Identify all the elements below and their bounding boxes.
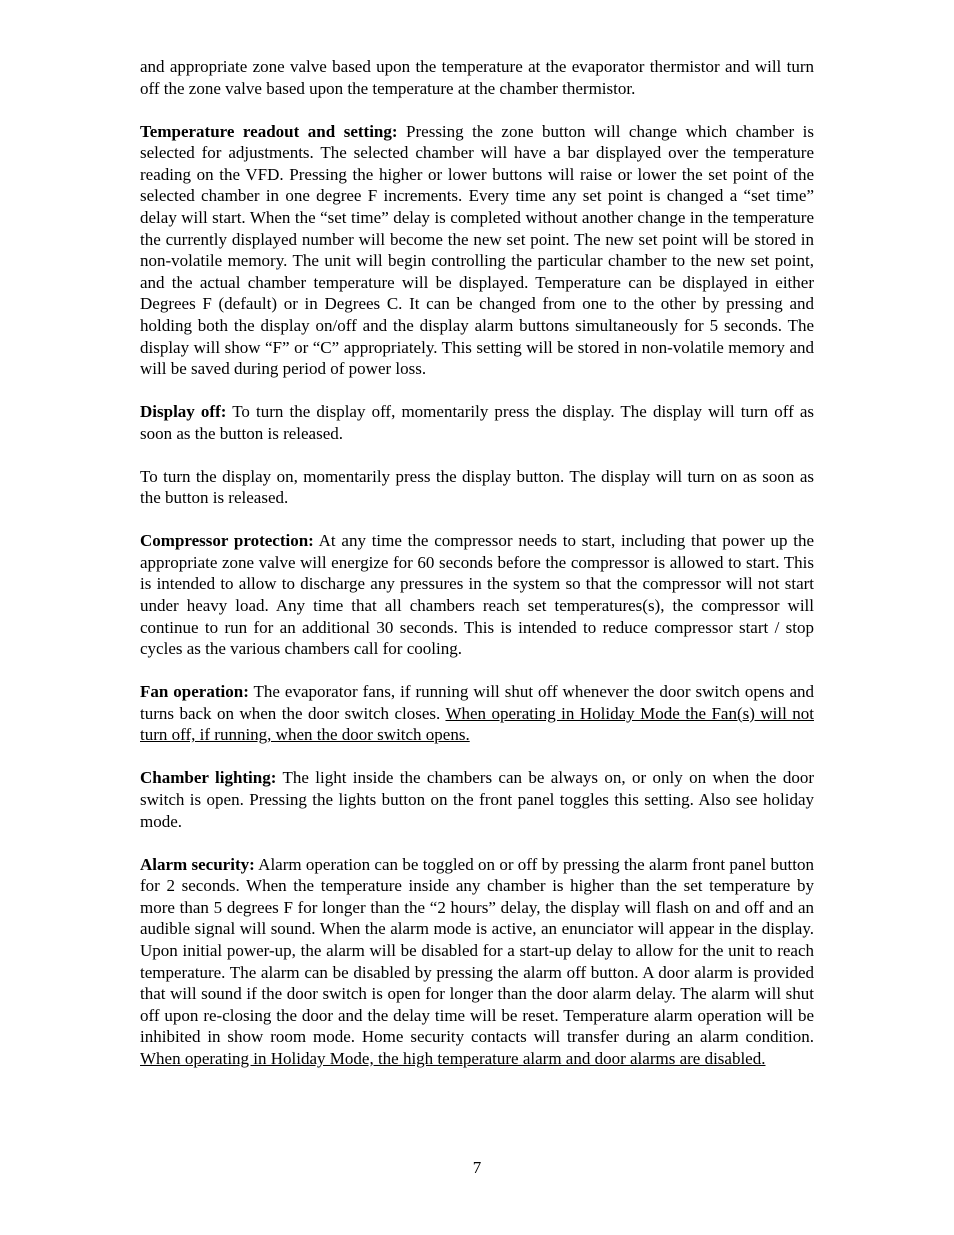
fan-operation-holiday-note: When operating in Holiday Mode the Fan(s) will not turn off, if running, when the door switch opens.: [140, 703, 814, 745]
chamber-lighting-heading: Chamber lighting:: [140, 768, 277, 788]
fan-operation-heading: Fan operation:: [140, 682, 249, 702]
chamber-lighting-paragraph: [140, 767, 814, 832]
temperature-readout-text: Pressing the zone button will change which chamber is selected for adjustments. The selected chamber will have a bar displayed over the temperature reading on the VFD. Pressing the higher or lower buttons will raise or lower the set point of the selected chamber in one degree F increments. Every time any set point is changed a “set time” delay will start. When the “set time” delay is completed without another change in the temperature the currently displayed number will become the new set point. The new set point will be stored in non-volatile memory. The unit will begin controlling the particular chamber to the new set point, and the actual chamber temperature will be displayed. Temperature can be displayed in either Degrees F (default) or in Degrees C. It can be changed from one to the other by pressing and holding both the display on/off and the display alarm buttons simultaneously for 5 seconds. The display will show “F” or “C” appropriately. This setting will be stored in non-volatile memory and will be saved during period of power loss.: [140, 121, 814, 379]
alarm-security-heading: Alarm security:: [140, 854, 255, 874]
fan-operation-paragraph: [140, 681, 814, 746]
compressor-protection-text: At any time the compressor needs to start, including that power up the appropriate zone valve will energize for 60 seconds before the compressor is allowed to start. This is intended to allow to discharge any pressures in the system so that the compressor will not start under heavy load. Any time that all chambers reach set temperatures(s), the compressor will continue to run for an additional 30 seconds. This is intended to reduce compressor start / stop cycles as the various chambers call for cooling.: [140, 531, 814, 659]
compressor-protection-paragraph: [140, 530, 814, 660]
compressor-protection-heading: Compressor protection:: [140, 531, 314, 551]
zone-valve-paragraph: [140, 56, 814, 99]
chamber-lighting-text: The light inside the chambers can be always on, or only on when the door switch is open. Pressing the lights button on the front panel toggles this setting. Also see holiday mode.: [140, 768, 814, 831]
temperature-readout-heading: Temperature readout and setting:: [140, 121, 398, 141]
zone-valve-text: and appropriate zone valve based upon the temperature at the evaporator thermistor and will turn off the zone valve based upon the temperature at the chamber thermistor.: [140, 57, 814, 98]
fan-operation-text: The evaporator fans, if running will shut off whenever the door switch opens and turns back on when the door switch closes.: [140, 682, 814, 723]
display-on-text: To turn the display on, momentarily press the display button. The display will turn on as soon as the button is released.: [140, 466, 814, 508]
alarm-security-holiday-note: When operating in Holiday Mode, the high temperature alarm and door alarms are disabled.: [140, 1048, 766, 1068]
page-number: 7: [472, 1158, 482, 1177]
document-body: [140, 56, 814, 1091]
alarm-security-text: Alarm operation can be toggled on or off by pressing the alarm front panel button for 2 seconds. When the temperature inside any chamber is higher than the set temperature by more than 5 degrees F for longer than the “2 hours” delay, the display will flash on and off and an audible signal will sound. When the alarm mode is active, an enunciator will appear in the display. Upon initial power-up, the alarm will be disabled for a start-up delay to allow for the unit to reach temperature. The alarm can be disabled by pressing the alarm off button. A door alarm is provided that will sound if the door switch is open for longer than the door alarm delay. The alarm will shut off upon re-closing the door and the delay time will be reset. Temperature alarm operation will be inhibited in show room mode. Home security contacts will transfer during an alarm condition.: [140, 854, 814, 1047]
display-off-paragraph: [140, 401, 814, 444]
temperature-readout-paragraph: [140, 121, 814, 380]
display-off-text: To turn the display off, momentarily press the display. The display will turn off as soon as the button is released.: [140, 402, 814, 443]
display-on-paragraph: [140, 466, 814, 509]
display-off-heading: Display off:: [140, 402, 227, 422]
alarm-security-paragraph: [140, 854, 814, 1070]
